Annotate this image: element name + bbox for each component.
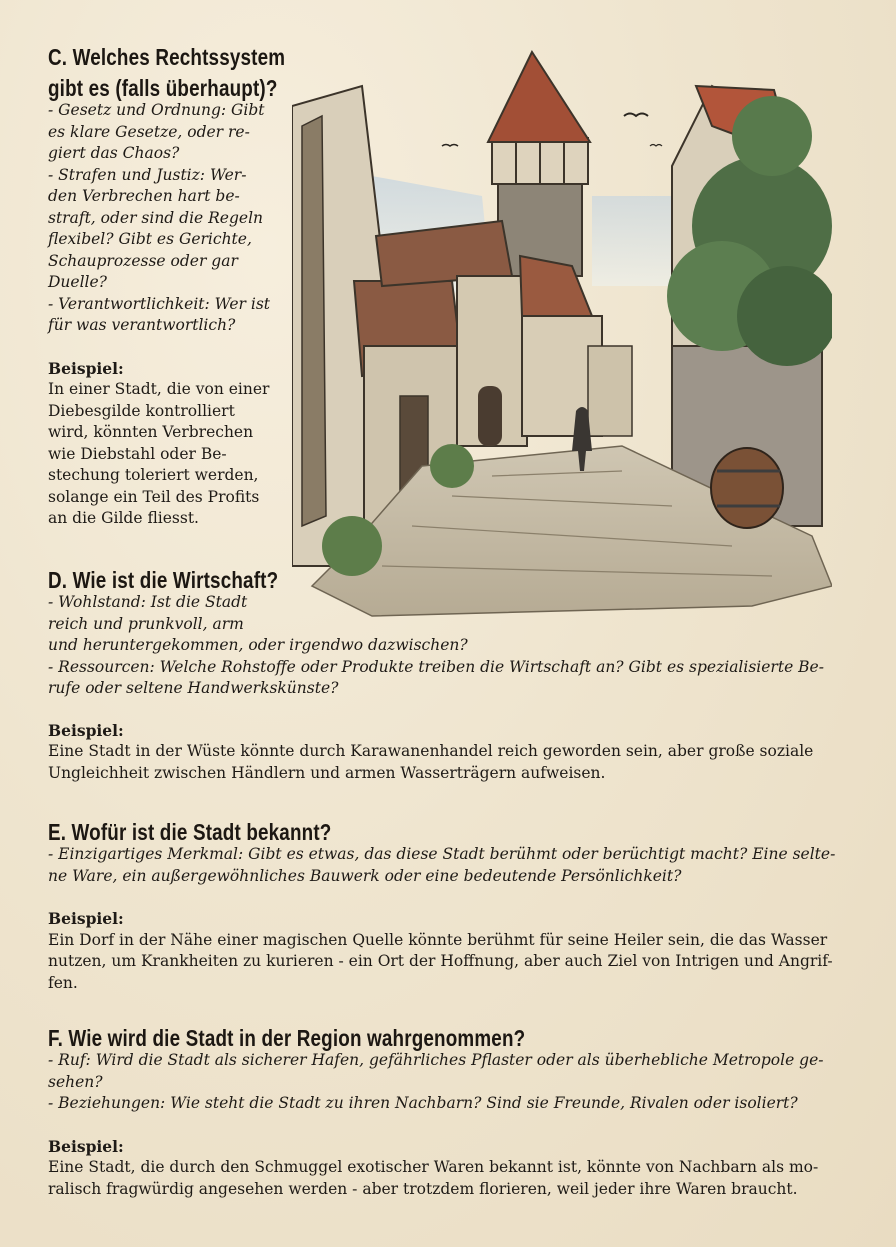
section-f-bullet-line: - Ruf: Wird die Stadt als sicherer Hafen, gefährliches Pflaster oder als überhebliche Metropole ge- (48, 1051, 824, 1069)
section-d-bullet-line: - Ressourcen: Welche Rohstoffe oder Produkte treiben die Wirtschaft an? Gibt es spezialisierte Be- (48, 657, 824, 676)
section-c-example-line: wird, könnten Verbrechen (48, 423, 254, 441)
section-c-bullet-line: es klare Gesetze, oder re- (48, 122, 250, 141)
section-e-bullet-line: ne Ware, ein außergewöhnliches Bauwerk oder eine bedeutende Persönlichkeit? (48, 866, 682, 885)
section-d-bullet-line: und heruntergekommen, oder irgendwo dazwischen? (48, 636, 468, 654)
section-c-bullet-line: - Gesetz und Ordnung: Gibt (48, 101, 265, 119)
section-c-bullet-line: für was verantwortlich? (48, 316, 236, 334)
section-c-example-line: stechung toleriert werden, (48, 466, 259, 484)
section-c-bullet-line: giert das Chaos? (48, 144, 180, 162)
section-d-example-line: Ungleichheit zwischen Händlern und armen Wasserträgern aufweisen. (48, 763, 606, 782)
section-c-bullet-line: flexibel? Gibt es Gerichte, (48, 230, 252, 248)
section-c-bullet-line: - Verantwortlichkeit: Wer ist (48, 294, 271, 313)
section-c-example-line: In einer Stadt, die von einer (48, 380, 270, 398)
section-e-example-label: Beispiel: (48, 909, 124, 928)
medieval-street-illustration (292, 46, 832, 618)
section-f-example-label: Beispiel: (48, 1136, 124, 1156)
section-f-example-line: Eine Stadt, die durch den Schmuggel exotischer Waren bekannt ist, könnte von Nachbarn als mo- (48, 1158, 819, 1176)
section-c-bullet-line: straft, oder sind die Regeln (48, 208, 264, 227)
section-e-bullet-line: - Einzigartiges Merkmal: Gibt es etwas, das diese Stadt berühmt oder berüchtigt macht? Eine selte- (48, 845, 836, 863)
section-c-bullet-line: Schauprozesse oder gar (48, 251, 238, 270)
section-f-title: F. Wie wird die Stadt in der Region wahrgenommen? (48, 1025, 526, 1051)
section-c-example-label: Beispiel: (48, 358, 124, 378)
section-e (48, 818, 848, 994)
section-c-example-line: solange ein Teil des Profits (48, 487, 260, 506)
section-c-title-line: gibt es (falls überhaupt)? (48, 75, 278, 101)
section-d-bullets (48, 592, 848, 700)
section-c-bullet-line: - Strafen und Justiz: Wer- (48, 165, 247, 184)
section-f-example-line: ralisch fragwürdig angesehen werden - aber trotzdem florieren, weil jeder ihre Waren braucht. (48, 1179, 798, 1198)
section-d-title: D. Wie ist die Wirtschaft? (48, 567, 279, 593)
section-e-bullets (48, 844, 848, 887)
section-f-bullets (48, 1050, 848, 1115)
section-f-bullet-line: sehen? (48, 1072, 103, 1091)
section-e-example-line: nutzen, um Krankheiten zu kurieren - ein Ort der Hoffnung, aber auch Ziel von Intrigen und Angrif- (48, 952, 833, 970)
section-e-example (48, 930, 848, 995)
section-d-bullet-line: - Wohlstand: Ist die Stadt (48, 593, 248, 611)
section-d (48, 566, 848, 784)
section-c-bullet-line: Duelle? (48, 273, 107, 291)
section-f-bullet-line: - Beziehungen: Wie steht die Stadt zu ihren Nachbarn? Sind sie Freunde, Rivalen oder isoliert? (48, 1094, 798, 1112)
section-c-example-line: an die Gilde fliesst. (48, 509, 199, 527)
section-d-example (48, 741, 848, 784)
section-e-title: E. Wofür ist die Stadt bekannt? (48, 819, 332, 845)
section-d-example-line: Eine Stadt in der Wüste könnte durch Karawanenhandel reich geworden sein, aber große soziale (48, 742, 814, 760)
section-f-example (48, 1157, 848, 1200)
section-d-bullet-line: reich und prunkvoll, arm (48, 614, 244, 633)
section-d-example-label: Beispiel: (48, 720, 124, 740)
section-c-example-line: Diebesgilde kontrolliert (48, 401, 235, 420)
section-c (48, 42, 288, 530)
section-e-example-line: Ein Dorf in der Nähe einer magischen Quelle könnte berühmt für seine Heiler sein, die das Wasser (48, 930, 828, 949)
section-c-bullets (48, 100, 288, 337)
section-c-title (48, 42, 286, 104)
section-c-title-line: C. Welches Rechtssystem (48, 44, 286, 70)
section-c-bullet-line: den Verbrechen hart be- (48, 187, 240, 205)
section-f (48, 1024, 848, 1200)
section-e-example-line: fen. (48, 973, 78, 992)
section-c-example (48, 379, 288, 530)
section-c-example-line: wie Diebstahl oder Be- (48, 444, 227, 463)
section-d-bullet-line: rufe oder seltene Handwerkskünste? (48, 679, 339, 697)
